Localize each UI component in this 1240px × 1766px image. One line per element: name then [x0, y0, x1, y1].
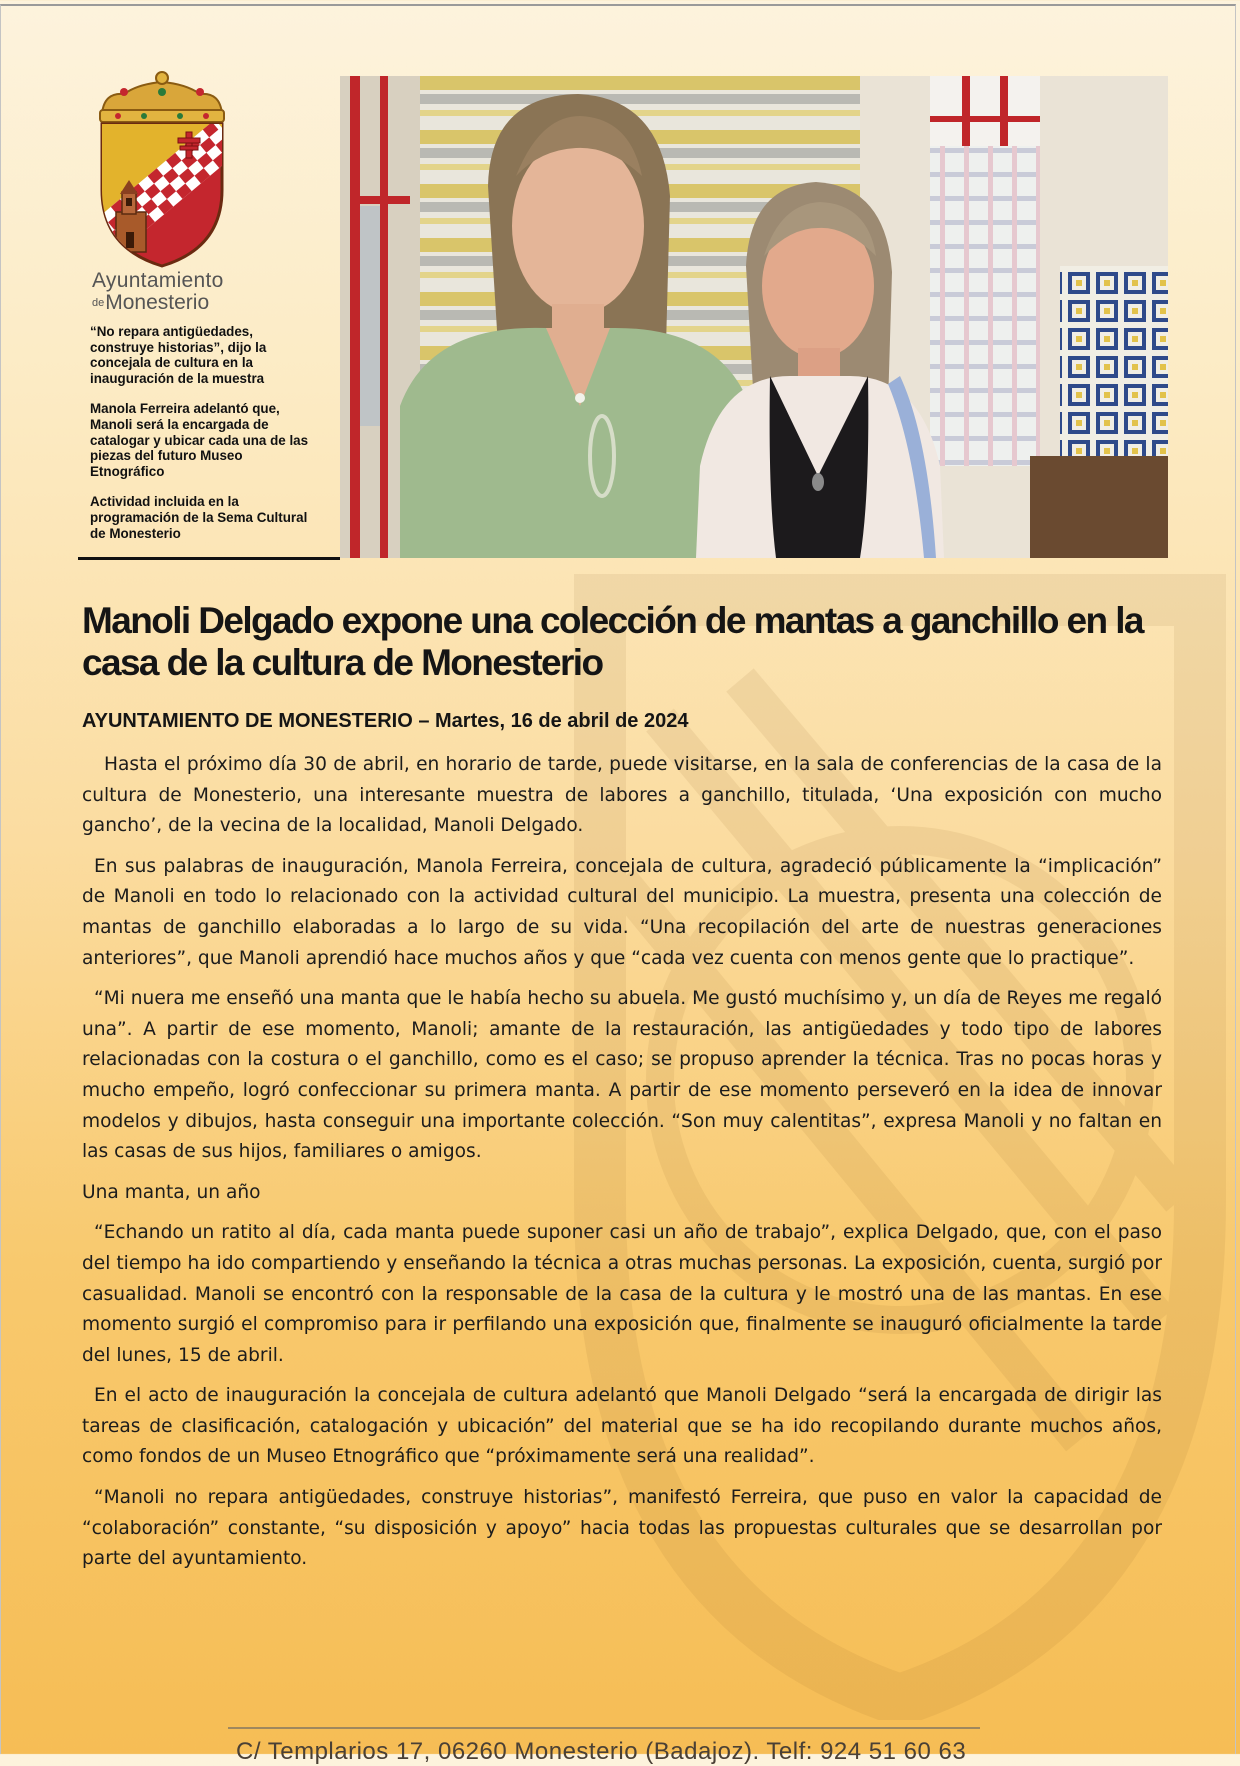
brand-line-1: Ayuntamiento [92, 269, 224, 292]
article-photo [340, 76, 1168, 558]
ayuntamiento-crest-logo [88, 70, 236, 270]
article-paragraph: Hasta el próximo día 30 de abril, en horario de tarde, puede visitarse, en la sala de conferencias de la casa de la cultura de Monesterio, una interesante muestra de labores a ganchillo, titulada, ‘Una exposición con mucho gancho’, de la vecina de la localidad, Manoli Delgado. [82, 754, 1162, 837]
sidebar-note: Actividad incluida en la programación de la Sema Cultural de Monesterio [90, 494, 308, 541]
brand-line-2-text: Monesterio [105, 291, 210, 314]
article-paragraph: “Echando un ratito al día, cada manta puede suponer casi un año de trabajo”, explica Delgado, que, con el paso del tiempo ha ido compartiendo y enseñando la técnica a otras muchas personas. La exposición, cuenta, surgió por casualidad. Manoli se encontró con la responsable de la casa de la cultura y le mostró una de las mantas. En ese momento surgió el compromiso para ir perfilando una exposición que, finalmente se inauguró oficialmente la tarde del lunes, 15 de abril. [82, 1222, 1162, 1366]
footer-address: C/ Templarios 17, 06260 Monesterio (Badajoz). Telf: 924 51 60 63 [236, 1738, 967, 1765]
article-headline: Manoli Delgado expone una colección de mantas a ganchillo en la casa de la cultura de Monesterio [82, 600, 1143, 683]
article-paragraph: En sus palabras de inauguración, Manola Ferreira, concejala de cultura, agradeció públicamente la “implicación” de Manoli en todo lo relacionado con la actividad cultural del municipio. La muestra, presenta una colección de mantas de ganchillo elaboradas a lo largo de su vida. “Una recopilación del arte de nuestras generaciones anteriores”, que Manoli aprendió hace muchos años y que “cada vez cuenta con menos gente que lo practique”. [82, 855, 1162, 969]
crown-icon [100, 72, 224, 122]
article-paragraph: En el acto de inauguración la concejala de cultura adelantó que Manoli Delgado “será la encargada de dirigir las tareas de clasificación, catalogación y ubicación” del material que se ha ido recopilando durante muchos años, como fondos de un Museo Etnográfico que “próximamente será una realidad”. [82, 1385, 1162, 1468]
sidebar-divider [78, 557, 340, 560]
brand-name [92, 270, 252, 314]
article-paragraph: “Manoli no repara antigüedades, construye historias”, manifestó Ferreira, que puso en valor la capacidad de “colaboración” constante, “su disposición y apoyo” hacia todas las propuestas culturales que se desarrollan por parte del ayuntamiento. [82, 1487, 1162, 1570]
sidebar-note: “No repara antigüedades, construye historias”, dijo la concejala de cultura en la inauguración de la muestra [90, 324, 267, 386]
footer-divider [228, 1727, 980, 1729]
brand-line-2-prefix: de [92, 297, 105, 310]
article-dateline: AYUNTAMIENTO DE MONESTERIO – Martes, 16 de abril de 2024 [82, 710, 689, 732]
sidebar-note: Manola Ferreira adelantó que, Manoli será la encargada de catalogar y ubicar cada una de las piezas del futuro Museo Etnográfico [90, 401, 309, 479]
article-paragraph: “Mi nuera me enseñó una manta que le había hecho su abuela. Me gustó muchísimo y, un día de Reyes me regaló una”. A partir de ese momento, Manoli; amante de la restauración, las antigüedades y todo tipo de labores relacionadas con la costura o el ganchillo, como es el caso; se propuso aprender la técnica. Tras no pocas horas y mucho empeño, logró confeccionar su primera manta. A partir de ese momento perseveró en la idea de innovar modelos y dibujos, hasta conseguir una importante colección. “Son muy calentitas”, expresa Manoli y no faltan en las casas de sus hijos, familiares o amigos. [82, 988, 1162, 1163]
article-subheading: Una manta, un año [82, 1181, 261, 1203]
article-body [82, 750, 1162, 1585]
brand-line-2 [92, 292, 252, 314]
sidebar-notes [90, 324, 312, 556]
